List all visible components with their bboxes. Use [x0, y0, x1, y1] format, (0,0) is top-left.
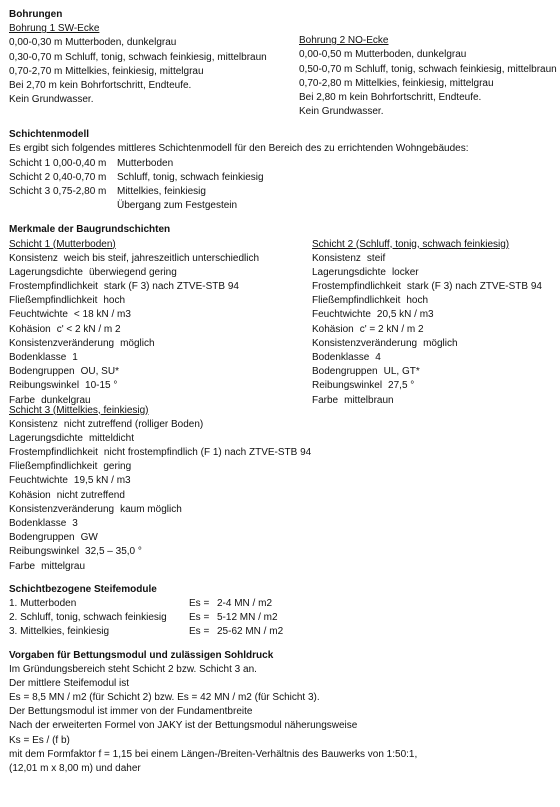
property-row	[9, 531, 555, 545]
property-key: Konsistenz	[9, 418, 58, 430]
property-value: überwiegend gering	[88, 266, 177, 278]
vorgaben-line: Im Gründungsbereich steht Schicht 2 bzw. Schicht 3 an.	[9, 663, 257, 675]
bohrung-1-block	[9, 22, 309, 107]
property-value: 3	[72, 518, 78, 529]
property-value: c' = 2 kN / m 2	[359, 323, 424, 335]
property-row	[9, 351, 309, 365]
property-key: Farbe	[312, 394, 339, 406]
property-value: mittelbraun	[344, 394, 394, 406]
property-value: 19,5 kN / m3	[73, 475, 131, 487]
property-value: stark (F 3) nach ZTVE-STB 94	[406, 281, 542, 293]
schicht-3-block	[9, 404, 555, 574]
property-row	[312, 323, 560, 337]
property-key: Lagerungsdichte	[9, 432, 83, 444]
property-key: Bodengruppen	[9, 532, 75, 544]
property-value: nicht zutreffend	[56, 489, 125, 501]
section-title-bohrungen: Bohrungen	[9, 9, 63, 20]
bohrung-2-title: Bohrung 2 NO-Ecke	[299, 35, 389, 47]
bohrung-1-line: 0,00-0,30 m Mutterboden, dunkelgrau	[9, 37, 177, 49]
bohrung-1-line: 0,30-0,70 m Schluff, tonig, schwach feinkiesig, mittelbraun	[9, 51, 267, 63]
property-value: 27,5 °	[388, 380, 415, 392]
section-title-schichtenmodell: Schichtenmodell	[9, 129, 90, 141]
property-value: gering	[103, 461, 132, 473]
property-row	[9, 460, 555, 474]
property-key: Kohäsion	[9, 323, 51, 335]
schicht-2-block	[312, 238, 560, 408]
property-value: kaum möglich	[120, 503, 182, 515]
property-row	[9, 365, 309, 379]
property-value: < 18 kN / m3	[73, 309, 131, 321]
property-row	[9, 432, 555, 446]
property-row	[312, 379, 560, 393]
property-row	[9, 489, 555, 503]
schicht-1-title: Schicht 1 (Mutterboden)	[9, 238, 116, 250]
property-key: Fließempfindlichkeit	[9, 295, 98, 307]
schichtenmodell-intro: Es ergibt sich folgendes mittleres Schichtenmodell für den Bereich des zu errichtenden Wohngebäudes:	[9, 143, 469, 155]
property-value: locker	[391, 266, 419, 278]
property-key: Frostempfindlichkeit	[9, 281, 98, 293]
property-row	[9, 394, 309, 408]
property-value: nicht zutreffend (rolliger Boden)	[63, 418, 204, 430]
bohrung-1-line: 0,70-2,70 m Mittelkies, feinkiesig, mittelgrau	[9, 65, 204, 77]
bohrung-1-line: Bei 2,70 m kein Bohrfortschritt, Endteufe.	[9, 79, 192, 91]
property-key: Feuchtwichte	[9, 475, 68, 487]
schicht-name: Schicht 2	[9, 171, 51, 183]
property-row	[9, 308, 309, 322]
vorgaben-line: Der mittlere Steifemodul ist	[9, 677, 130, 689]
property-value: hoch	[103, 295, 126, 307]
schicht-1-block	[9, 238, 309, 408]
property-row	[9, 280, 309, 294]
merkmale-columns	[9, 238, 555, 406]
property-key: Bodengruppen	[9, 366, 75, 378]
bohrung-2-line: Kein Grundwasser.	[299, 106, 384, 118]
property-value: stark (F 3) nach ZTVE-STB 94	[103, 281, 239, 293]
section-title-vorgaben: Vorgaben für Bettungsmodul und zulässigen Sohldruck	[9, 649, 274, 661]
property-value: 10-15 °	[85, 380, 118, 392]
property-value: mitteldicht	[88, 432, 134, 444]
property-row	[312, 280, 560, 294]
property-value: c' < 2 kN / m 2	[56, 323, 121, 335]
property-row	[9, 503, 555, 517]
property-value: nicht frostempfindlich (F 1) nach ZTVE-STB 94	[103, 447, 312, 459]
property-row	[312, 337, 560, 351]
bohrung-1-line: Kein Grundwasser.	[9, 94, 94, 106]
schicht-name: Schicht 1	[9, 157, 51, 169]
modul-es: Es =	[189, 626, 210, 638]
schicht-row	[9, 171, 555, 185]
property-value: weich bis steif, jahreszeitlich unterschiedlich	[63, 252, 260, 264]
modul-row	[9, 611, 555, 625]
property-key: Lagerungsdichte	[9, 266, 83, 278]
modul-value: 5-12 MN / m2	[217, 612, 278, 624]
property-row	[9, 294, 309, 308]
property-value: UL, GT*	[383, 366, 420, 378]
property-value: steif	[366, 252, 386, 264]
property-row	[312, 294, 560, 308]
vorgaben-line: mit dem Formfaktor f = 1,15 bei einem Längen-/Breiten-Verhältnis des Bauwerks von 1:50:1,	[9, 748, 418, 760]
property-key: Konsistenzveränderung	[312, 337, 418, 349]
modul-label: 1. Mutterboden	[9, 597, 77, 609]
bohrungen-columns	[9, 22, 555, 128]
schicht-row	[9, 185, 555, 199]
property-key: Bodenklasse	[9, 352, 67, 363]
schicht-3-title: Schicht 3 (Mittelkies, feinkiesig)	[9, 404, 149, 416]
property-value: möglich	[120, 337, 155, 349]
property-key: Reibungswinkel	[312, 380, 383, 392]
property-key: Fließempfindlichkeit	[312, 295, 401, 307]
modul-es: Es =	[189, 597, 210, 609]
property-key: Frostempfindlichkeit	[312, 281, 401, 293]
property-row	[9, 252, 309, 266]
property-key: Konsistenz	[312, 252, 361, 264]
property-key: Farbe	[9, 394, 36, 406]
bohrung-1-title: Bohrung 1 SW-Ecke	[9, 23, 100, 35]
schicht-depth: 0,40-0,70 m	[53, 171, 107, 183]
modul-es: Es =	[189, 612, 210, 624]
property-row	[312, 394, 560, 408]
property-value: 1	[72, 352, 78, 363]
property-value: 32,5 – 35,0 °	[85, 546, 142, 558]
property-key: Reibungswinkel	[9, 546, 80, 558]
property-key: Lagerungsdichte	[312, 266, 386, 278]
property-row	[9, 418, 555, 432]
schicht-row	[9, 199, 555, 213]
schicht-desc: Mutterboden	[117, 157, 174, 169]
property-key: Feuchtwichte	[312, 309, 371, 321]
bohrung-2-line: Bei 2,80 m kein Bohrfortschritt, Endteufe.	[299, 91, 482, 103]
property-value: 20,5 kN / m3	[376, 309, 434, 321]
property-value: 4	[375, 352, 381, 363]
schicht-desc: Schluff, tonig, schwach feinkiesig	[117, 171, 264, 183]
property-value: mittelgrau	[41, 560, 86, 572]
modul-row	[9, 597, 555, 611]
property-key: Fließempfindlichkeit	[9, 461, 98, 473]
vorgaben-line: Es = 8,5 MN / m2 (für Schicht 2) bzw. Es = 42 MN / m2 (für Schicht 3).	[9, 692, 320, 704]
property-row	[9, 474, 555, 488]
property-row	[9, 545, 555, 559]
property-key: Feuchtwichte	[9, 309, 68, 321]
schicht-depth: 0,00-0,40 m	[53, 157, 107, 169]
vorgaben-line: Ks = Es / (f b)	[9, 734, 70, 746]
property-row	[312, 351, 560, 365]
property-value: OU, SU*	[80, 366, 119, 378]
modul-label: 3. Mittelkies, feinkiesig	[9, 626, 110, 638]
bohrung-2-line: 0,50-0,70 m Schluff, tonig, schwach feinkiesig, mittelbraun	[299, 63, 557, 75]
schicht-extra: Übergang zum Festgestein	[117, 200, 238, 212]
property-row	[9, 560, 555, 574]
modul-value: 25-62 MN / m2	[217, 626, 284, 638]
property-row	[9, 517, 555, 531]
property-key: Kohäsion	[312, 323, 354, 335]
schicht-row	[9, 157, 555, 171]
property-key: Bodenklasse	[9, 518, 67, 529]
section-title-steifemodule: Schichtbezogene Steifemodule	[9, 583, 157, 595]
property-value: hoch	[406, 295, 429, 307]
schicht-2-title: Schicht 2 (Schluff, tonig, schwach feinkiesig)	[312, 238, 510, 250]
property-key: Frostempfindlichkeit	[9, 447, 98, 459]
schicht-depth: 0,75-2,80 m	[53, 185, 107, 197]
property-row	[312, 266, 560, 280]
bohrung-2-block	[299, 34, 559, 119]
modul-label: 2. Schluff, tonig, schwach feinkiesig	[9, 612, 167, 624]
property-value: GW	[80, 532, 98, 544]
section-title-merkmale: Merkmale der Baugrundschichten	[9, 224, 171, 236]
property-key: Farbe	[9, 560, 36, 572]
property-row	[312, 308, 560, 322]
modul-value: 2-4 MN / m2	[217, 597, 273, 609]
vorgaben-line: Der Bettungsmodul ist immer von der Fundamentbreite	[9, 706, 253, 718]
property-row	[312, 365, 560, 379]
vorgaben-line: Nach der erweiterten Formel von JAKY ist der Bettungsmodul näherungsweise	[9, 720, 358, 732]
property-key: Bodengruppen	[312, 366, 378, 378]
property-row	[9, 323, 309, 337]
property-key: Reibungswinkel	[9, 380, 80, 392]
property-value: möglich	[423, 337, 458, 349]
property-row	[9, 379, 309, 393]
schicht-desc: Mittelkies, feinkiesig	[117, 185, 206, 197]
property-key: Konsistenz	[9, 252, 58, 264]
property-row	[9, 266, 309, 280]
property-key: Konsistenzveränderung	[9, 503, 115, 515]
bohrung-2-line: 0,00-0,50 m Mutterboden, dunkelgrau	[299, 49, 467, 61]
property-row	[312, 252, 560, 266]
property-key: Kohäsion	[9, 489, 51, 501]
vorgaben-line: (12,01 m x 8,00 m) und daher	[9, 763, 141, 774]
document-page	[9, 8, 555, 776]
property-key: Konsistenzveränderung	[9, 337, 115, 349]
schicht-name: Schicht 3	[9, 185, 51, 197]
modul-row	[9, 625, 555, 639]
property-row	[9, 446, 555, 460]
property-value: dunkelgrau	[41, 394, 91, 406]
property-row	[9, 337, 309, 351]
bohrung-2-line: 0,70-2,80 m Mittelkies, feinkiesig, mittelgrau	[299, 77, 494, 89]
property-key: Bodenklasse	[312, 352, 370, 363]
